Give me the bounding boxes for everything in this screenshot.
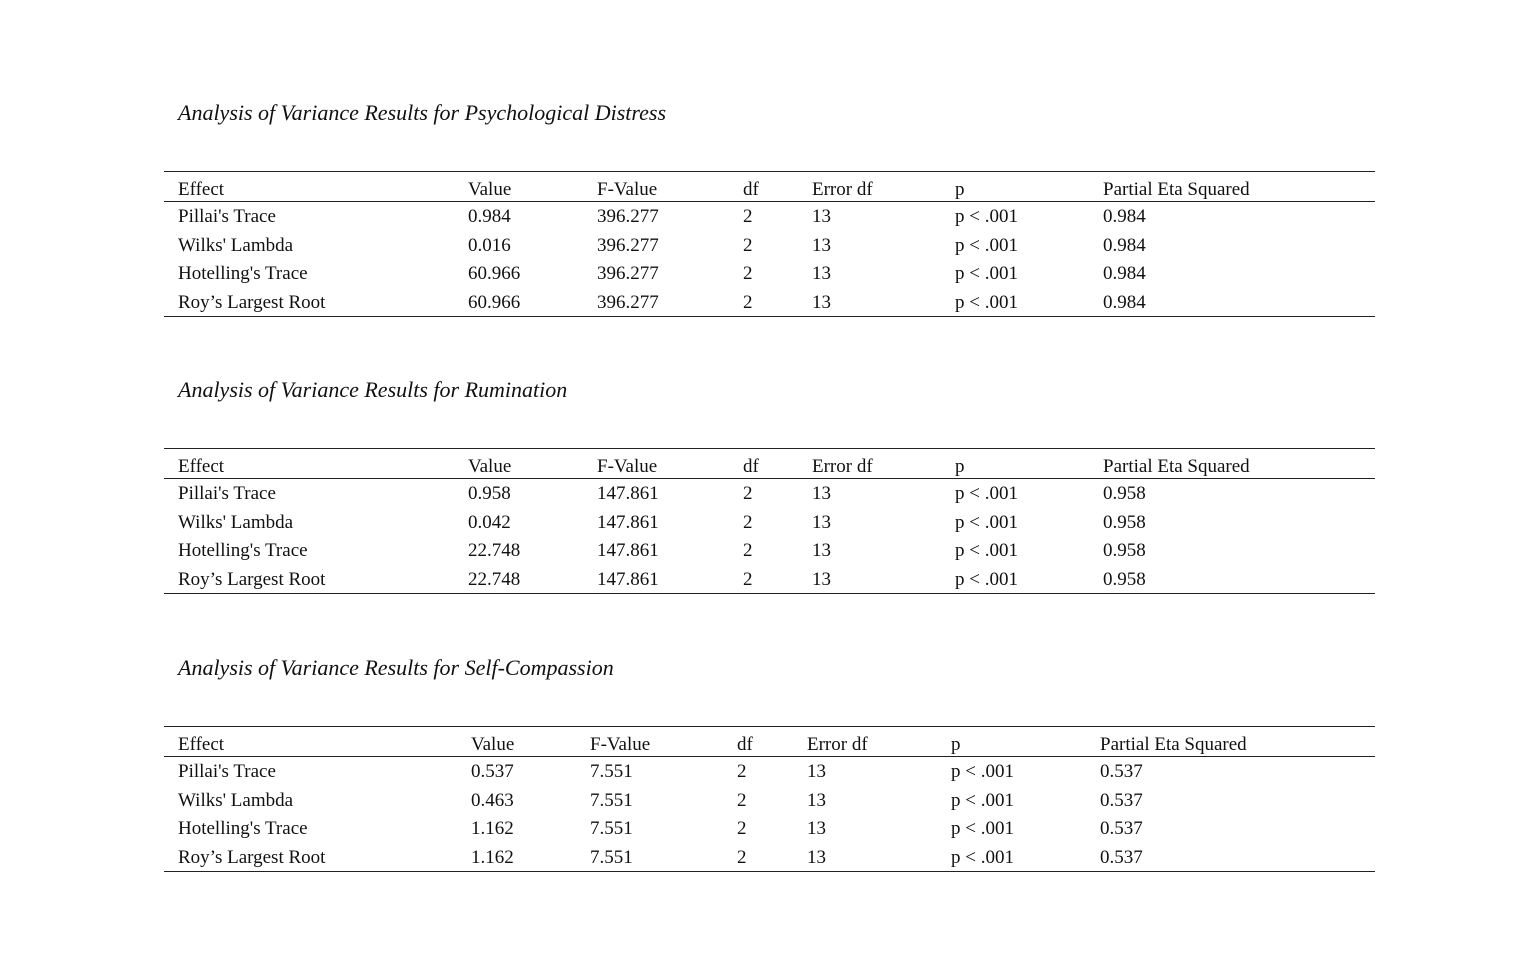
header-cell: Value	[468, 179, 512, 200]
anova-table	[164, 448, 1375, 594]
table-row	[164, 565, 1375, 594]
table-cell: 13	[812, 263, 831, 284]
table-cell: Hotelling's Trace	[178, 818, 308, 839]
table-cell: Roy’s Largest Root	[178, 846, 326, 868]
table-cell: 2	[743, 568, 753, 590]
header-cell: Effect	[178, 179, 225, 200]
table-cell: 13	[807, 818, 826, 839]
table-cell: 0.958	[1103, 483, 1146, 504]
table-cell: 13	[812, 291, 831, 313]
table-cell: Pillai's Trace	[178, 206, 276, 227]
table-cell: Pillai's Trace	[178, 761, 276, 782]
table-cell: 2	[737, 761, 747, 782]
table-cell: Roy’s Largest Root	[178, 568, 326, 590]
table-cell: 0.537	[1100, 818, 1143, 839]
header-cell: F-Value	[590, 734, 651, 755]
table-cell: 60.966	[468, 291, 521, 313]
header-cell: p	[951, 734, 961, 755]
table-cell: 13	[807, 846, 826, 868]
table-header-row	[164, 727, 1375, 757]
header-cell: Partial Eta Squared	[1103, 179, 1250, 200]
table-row	[164, 786, 1375, 815]
table-cell: 0.984	[1103, 234, 1146, 256]
table-row	[164, 479, 1375, 508]
table-cell: Hotelling's Trace	[178, 540, 308, 561]
table-cell: 396.277	[597, 263, 659, 284]
table-row	[164, 259, 1375, 288]
table-cell: 2	[737, 789, 747, 811]
table-cell: p < .001	[955, 511, 1018, 533]
table-cell: 0.984	[1103, 291, 1146, 313]
table-header-row	[164, 172, 1375, 202]
anova-table	[164, 726, 1375, 872]
table-row	[164, 757, 1375, 786]
table-cell: 60.966	[468, 263, 521, 284]
table-cell: 147.861	[597, 568, 659, 590]
table-cell: 7.551	[590, 761, 633, 782]
table-cell: 0.016	[468, 234, 511, 256]
table-cell: Roy’s Largest Root	[178, 291, 326, 313]
table-title: Analysis of Variance Results for Rumination	[178, 377, 568, 402]
table-cell: 13	[812, 540, 831, 561]
table-cell: 147.861	[597, 540, 659, 561]
table-cell: 0.958	[1103, 511, 1146, 533]
table-cell: p < .001	[955, 263, 1018, 284]
table-cell: p < .001	[955, 234, 1018, 256]
table-cell: 13	[812, 568, 831, 590]
table-cell: 13	[812, 483, 831, 504]
header-cell: Partial Eta Squared	[1103, 456, 1250, 477]
table-cell: p < .001	[951, 761, 1014, 782]
header-cell: Value	[471, 734, 515, 755]
table-cell: p < .001	[951, 818, 1014, 839]
table-cell: Wilks' Lambda	[178, 789, 294, 811]
header-cell: Error df	[807, 734, 868, 755]
header-cell: F-Value	[597, 456, 658, 477]
table-row	[164, 202, 1375, 231]
table-cell: 13	[812, 206, 831, 227]
table-cell: p < .001	[955, 483, 1018, 504]
header-cell: df	[743, 179, 759, 200]
table-row	[164, 814, 1375, 843]
table-cell: 0.984	[468, 206, 511, 227]
table-row	[164, 508, 1375, 537]
table-cell: 1.162	[471, 846, 514, 868]
table-cell: 0.537	[1100, 789, 1143, 811]
table-cell: 13	[812, 511, 831, 533]
table-cell: p < .001	[955, 568, 1018, 590]
anova-table	[164, 171, 1375, 317]
header-cell: Effect	[178, 456, 225, 477]
header-cell: Value	[468, 456, 512, 477]
table-cell: 2	[743, 263, 753, 284]
table-cell: 2	[743, 234, 753, 256]
table-cell: 2	[743, 540, 753, 561]
table-header-row	[164, 449, 1375, 479]
table-cell: 0.463	[471, 789, 514, 811]
table-cell: p < .001	[955, 206, 1018, 227]
header-cell: p	[955, 456, 965, 477]
table-cell: 0.984	[1103, 263, 1146, 284]
table-cell: 0.958	[1103, 568, 1146, 590]
table-cell: Hotelling's Trace	[178, 263, 308, 284]
table-cell: 0.537	[1100, 761, 1143, 782]
table-cell: 0.958	[468, 483, 511, 504]
table-cell: p < .001	[955, 291, 1018, 313]
table-cell: Wilks' Lambda	[178, 234, 294, 256]
table-cell: 13	[807, 761, 826, 782]
table-cell: 396.277	[597, 291, 659, 313]
table-cell: 7.551	[590, 789, 633, 811]
table-cell: Pillai's Trace	[178, 483, 276, 504]
table-row	[164, 536, 1375, 565]
header-cell: df	[743, 456, 759, 477]
table-cell: 13	[807, 789, 826, 811]
table-cell: 2	[737, 818, 747, 839]
table-cell: 147.861	[597, 511, 659, 533]
table-cell: p < .001	[951, 789, 1014, 811]
header-cell: Partial Eta Squared	[1100, 734, 1247, 755]
table-title: Analysis of Variance Results for Psychological Distress	[178, 100, 667, 125]
table-cell: 7.551	[590, 846, 633, 868]
table-row	[164, 843, 1375, 872]
table-cell: 2	[743, 206, 753, 227]
table-cell: 0.537	[1100, 846, 1143, 868]
table-cell: 1.162	[471, 818, 514, 839]
table-cell: 396.277	[597, 234, 659, 256]
header-cell: F-Value	[597, 179, 658, 200]
header-cell: Error df	[812, 179, 873, 200]
table-cell: 7.551	[590, 818, 633, 839]
table-cell: p < .001	[955, 540, 1018, 561]
table-cell: 2	[743, 291, 753, 313]
table-cell: 0.537	[471, 761, 514, 782]
header-cell: p	[955, 179, 965, 200]
table-cell: 0.958	[1103, 540, 1146, 561]
table-cell: Wilks' Lambda	[178, 511, 294, 533]
table-cell: 0.984	[1103, 206, 1146, 227]
table-cell: 2	[743, 511, 753, 533]
table-row	[164, 231, 1375, 260]
table-cell: 396.277	[597, 206, 659, 227]
header-cell: Error df	[812, 456, 873, 477]
table-cell: 13	[812, 234, 831, 256]
table-cell: 22.748	[468, 540, 521, 561]
header-cell: df	[737, 734, 753, 755]
table-title: Analysis of Variance Results for Self-Compassion	[178, 655, 614, 680]
table-cell: 0.042	[468, 511, 511, 533]
table-cell: 147.861	[597, 483, 659, 504]
table-cell: 22.748	[468, 568, 521, 590]
table-row	[164, 288, 1375, 317]
header-cell: Effect	[178, 734, 225, 755]
table-cell: 2	[743, 483, 753, 504]
table-cell: 2	[737, 846, 747, 868]
table-cell: p < .001	[951, 846, 1014, 868]
